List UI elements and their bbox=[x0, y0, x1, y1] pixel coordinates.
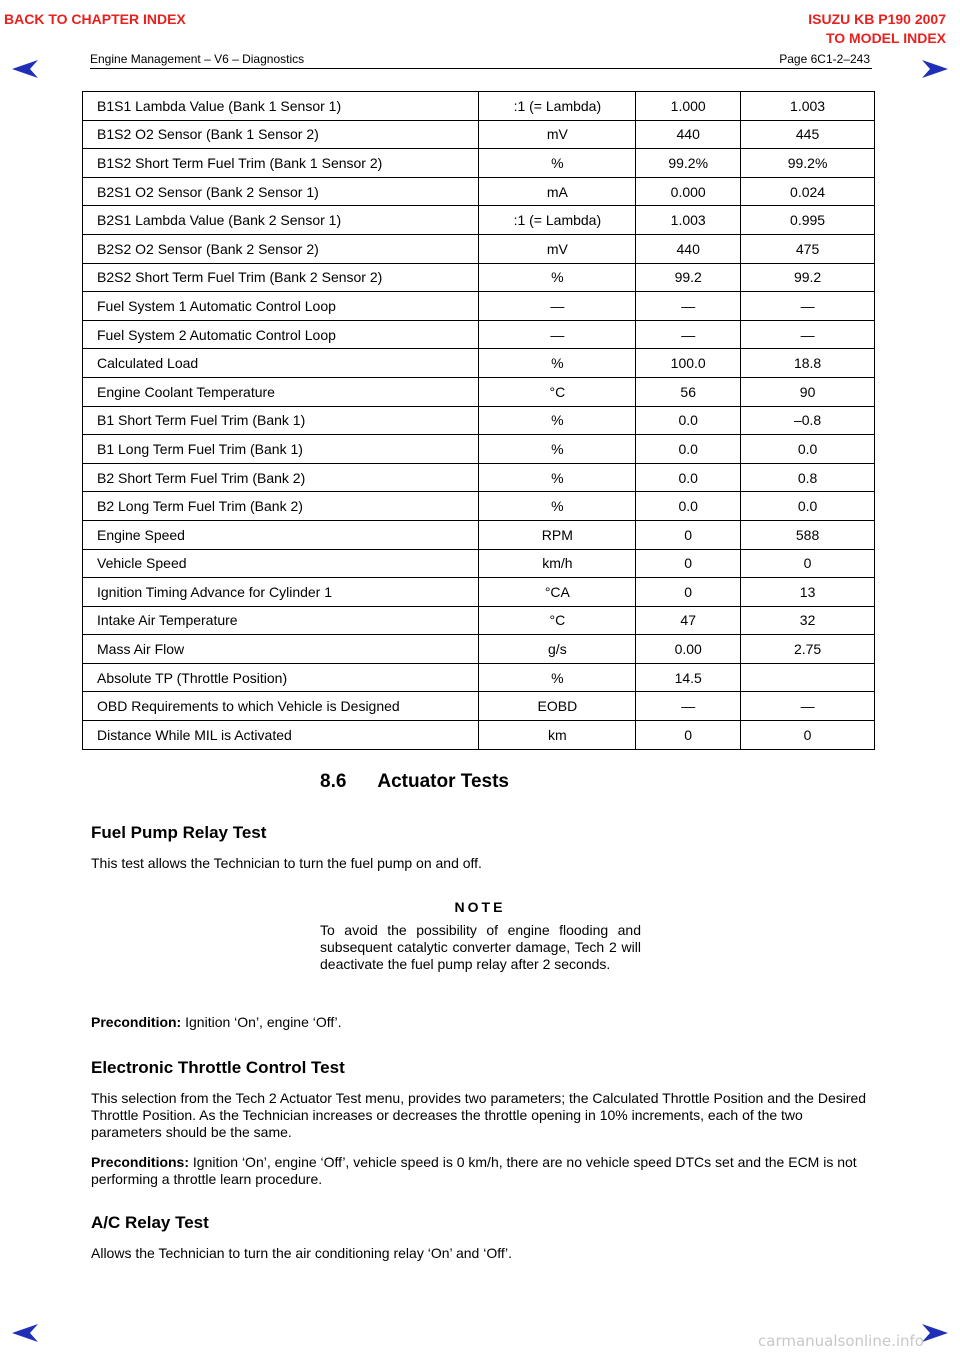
table-row bbox=[83, 120, 875, 149]
unit-cell: % bbox=[479, 349, 636, 378]
value-2-cell: 0 bbox=[741, 549, 875, 578]
preconditions-label: Preconditions: bbox=[91, 1154, 190, 1170]
unit-cell: km/h bbox=[479, 549, 636, 578]
value-1-cell: 0.0 bbox=[636, 435, 741, 464]
unit-cell: mV bbox=[479, 120, 636, 149]
back-to-chapter-index-link[interactable]: BACK TO CHAPTER INDEX bbox=[4, 11, 186, 27]
value-1-cell: 1.003 bbox=[636, 206, 741, 235]
parameter-name-cell: Absolute TP (Throttle Position) bbox=[83, 663, 479, 692]
next-page-bottom-arrow-icon[interactable] bbox=[920, 1322, 950, 1344]
value-1-cell: 56 bbox=[636, 377, 741, 406]
to-model-index-link[interactable]: TO MODEL INDEX bbox=[825, 30, 946, 46]
value-2-cell bbox=[741, 663, 875, 692]
table-row bbox=[83, 234, 875, 263]
unit-cell: :1 (= Lambda) bbox=[479, 206, 636, 235]
value-2-cell: 32 bbox=[741, 606, 875, 635]
unit-cell: °CA bbox=[479, 578, 636, 607]
table-row bbox=[83, 206, 875, 235]
parameter-name-cell: Intake Air Temperature bbox=[83, 606, 479, 635]
value-1-cell: 100.0 bbox=[636, 349, 741, 378]
unit-cell: g/s bbox=[479, 635, 636, 664]
table-row bbox=[83, 149, 875, 178]
note-text: To avoid the possibility of engine flooding and subsequent catalytic converter damage, Tech 2 will deactivate the fuel pump relay after 2 seconds. bbox=[320, 922, 641, 972]
etc-test-text: This selection from the Tech 2 Actuator Test menu, provides two parameters; the Calculated Throttle Position and the Desired Throttle Position. As the Technician increases or decreases the throttle opening in 10% increments, each of the two parameters should be the same. bbox=[91, 1090, 867, 1140]
document-title: Engine Management – V6 – Diagnostics bbox=[90, 52, 305, 66]
value-1-cell: 0.00 bbox=[636, 635, 741, 664]
parameter-name-cell: B1 Long Term Fuel Trim (Bank 1) bbox=[83, 435, 479, 464]
unit-cell: % bbox=[479, 263, 636, 292]
value-1-cell: 0.0 bbox=[636, 406, 741, 435]
table-row bbox=[83, 635, 875, 664]
unit-cell: mA bbox=[479, 177, 636, 206]
parameter-name-cell: B2 Long Term Fuel Trim (Bank 2) bbox=[83, 492, 479, 521]
value-2-cell: 1.003 bbox=[741, 92, 875, 121]
value-1-cell: 14.5 bbox=[636, 663, 741, 692]
value-2-cell: 99.2% bbox=[741, 149, 875, 178]
table-row bbox=[83, 292, 875, 321]
table-row bbox=[83, 492, 875, 521]
parameter-name-cell: Ignition Timing Advance for Cylinder 1 bbox=[83, 578, 479, 607]
table-row bbox=[83, 320, 875, 349]
unit-cell: % bbox=[479, 463, 636, 492]
unit-cell: km bbox=[479, 721, 636, 750]
unit-cell: RPM bbox=[479, 520, 636, 549]
unit-cell: EOBD bbox=[479, 692, 636, 721]
parameter-table bbox=[82, 91, 875, 750]
value-2-cell: 99.2 bbox=[741, 263, 875, 292]
table-row bbox=[83, 177, 875, 206]
page-number: Page 6C1-2–243 bbox=[779, 52, 870, 66]
fuel-pump-relay-test-heading: Fuel Pump Relay Test bbox=[91, 823, 267, 842]
parameter-name-cell: Engine Coolant Temperature bbox=[83, 377, 479, 406]
parameter-name-cell: Vehicle Speed bbox=[83, 549, 479, 578]
value-2-cell: 0 bbox=[741, 721, 875, 750]
unit-cell: °C bbox=[479, 606, 636, 635]
value-2-cell: 475 bbox=[741, 234, 875, 263]
value-1-cell: 1.000 bbox=[636, 92, 741, 121]
header-rule bbox=[90, 68, 872, 69]
value-1-cell: 0.0 bbox=[636, 463, 741, 492]
parameter-name-cell: B2S2 Short Term Fuel Trim (Bank 2 Sensor 2) bbox=[83, 263, 479, 292]
parameter-name-cell: Fuel System 2 Automatic Control Loop bbox=[83, 320, 479, 349]
table-row bbox=[83, 463, 875, 492]
parameter-name-cell: Fuel System 1 Automatic Control Loop bbox=[83, 292, 479, 321]
value-2-cell: 445 bbox=[741, 120, 875, 149]
value-1-cell: 99.2% bbox=[636, 149, 741, 178]
value-2-cell: — bbox=[741, 292, 875, 321]
unit-cell: °C bbox=[479, 377, 636, 406]
value-1-cell: 0.000 bbox=[636, 177, 741, 206]
table-row bbox=[83, 606, 875, 635]
parameter-name-cell: B2S2 O2 Sensor (Bank 2 Sensor 2) bbox=[83, 234, 479, 263]
table-row bbox=[83, 435, 875, 464]
previous-page-arrow-icon[interactable] bbox=[10, 58, 40, 80]
parameter-name-cell: OBD Requirements to which Vehicle is Designed bbox=[83, 692, 479, 721]
value-1-cell: 440 bbox=[636, 120, 741, 149]
parameter-name-cell: B1S1 Lambda Value (Bank 1 Sensor 1) bbox=[83, 92, 479, 121]
section-title: 8.6 Actuator Tests bbox=[320, 771, 509, 792]
unit-cell: % bbox=[479, 149, 636, 178]
ac-relay-test-heading: A/C Relay Test bbox=[91, 1213, 209, 1232]
value-1-cell: — bbox=[636, 320, 741, 349]
value-1-cell: 47 bbox=[636, 606, 741, 635]
value-2-cell: — bbox=[741, 320, 875, 349]
precondition-text: Ignition ‘On’, engine ‘Off’. bbox=[181, 1014, 342, 1030]
value-2-cell: 18.8 bbox=[741, 349, 875, 378]
value-1-cell: 0.0 bbox=[636, 492, 741, 521]
value-2-cell: 0.995 bbox=[741, 206, 875, 235]
parameter-name-cell: Engine Speed bbox=[83, 520, 479, 549]
value-2-cell: 90 bbox=[741, 377, 875, 406]
unit-cell: — bbox=[479, 320, 636, 349]
value-2-cell: –0.8 bbox=[741, 406, 875, 435]
value-1-cell: 0 bbox=[636, 520, 741, 549]
value-2-cell: — bbox=[741, 692, 875, 721]
precondition-label: Precondition: bbox=[91, 1014, 182, 1030]
value-1-cell: — bbox=[636, 292, 741, 321]
value-2-cell: 13 bbox=[741, 578, 875, 607]
value-2-cell: 0.0 bbox=[741, 492, 875, 521]
value-1-cell: 0 bbox=[636, 721, 741, 750]
preconditions-text: Ignition ‘On’, engine ‘Off’, vehicle speed is 0 km/h, there are no vehicle speed DTCs set and the ECM is not performing a throttle learn procedure. bbox=[91, 1154, 857, 1187]
etc-test-heading: Electronic Throttle Control Test bbox=[91, 1058, 345, 1077]
parameter-name-cell: B1S2 Short Term Fuel Trim (Bank 1 Sensor 2) bbox=[83, 149, 479, 178]
value-1-cell: 99.2 bbox=[636, 263, 741, 292]
table-row bbox=[83, 549, 875, 578]
unit-cell: :1 (= Lambda) bbox=[479, 92, 636, 121]
note-title: NOTE bbox=[454, 899, 506, 915]
value-2-cell: 0.8 bbox=[741, 463, 875, 492]
value-2-cell: 0.0 bbox=[741, 435, 875, 464]
fuel-pump-relay-test-text: This test allows the Technician to turn the fuel pump on and off. bbox=[91, 855, 482, 871]
table-row bbox=[83, 663, 875, 692]
ac-relay-test-text: Allows the Technician to turn the air conditioning relay ‘On’ and ‘Off’. bbox=[91, 1245, 513, 1261]
previous-page-bottom-arrow-icon[interactable] bbox=[10, 1322, 40, 1344]
watermark: carmanualsonline.info bbox=[758, 1332, 924, 1350]
table-row bbox=[83, 692, 875, 721]
next-page-arrow-icon[interactable] bbox=[920, 58, 950, 80]
value-1-cell: 440 bbox=[636, 234, 741, 263]
table-row bbox=[83, 721, 875, 750]
fuel-pump-precondition bbox=[91, 1014, 342, 1031]
etc-preconditions bbox=[91, 1154, 871, 1188]
parameter-name-cell: Calculated Load bbox=[83, 349, 479, 378]
parameter-name-cell: B1 Short Term Fuel Trim (Bank 1) bbox=[83, 406, 479, 435]
table-row bbox=[83, 377, 875, 406]
table-row bbox=[83, 92, 875, 121]
model-title-link[interactable]: ISUZU KB P190 2007 bbox=[808, 11, 946, 27]
table-row bbox=[83, 406, 875, 435]
parameter-name-cell: B2S1 O2 Sensor (Bank 2 Sensor 1) bbox=[83, 177, 479, 206]
parameter-name-cell: Mass Air Flow bbox=[83, 635, 479, 664]
table-row bbox=[83, 349, 875, 378]
parameter-name-cell: B1S2 O2 Sensor (Bank 1 Sensor 2) bbox=[83, 120, 479, 149]
parameter-name-cell: B2 Short Term Fuel Trim (Bank 2) bbox=[83, 463, 479, 492]
unit-cell: % bbox=[479, 663, 636, 692]
table-row bbox=[83, 578, 875, 607]
value-1-cell: — bbox=[636, 692, 741, 721]
unit-cell: mV bbox=[479, 234, 636, 263]
value-2-cell: 2.75 bbox=[741, 635, 875, 664]
unit-cell: % bbox=[479, 492, 636, 521]
value-2-cell: 588 bbox=[741, 520, 875, 549]
unit-cell: — bbox=[479, 292, 636, 321]
unit-cell: % bbox=[479, 435, 636, 464]
value-1-cell: 0 bbox=[636, 578, 741, 607]
table-row bbox=[83, 263, 875, 292]
value-1-cell: 0 bbox=[636, 549, 741, 578]
table-row bbox=[83, 520, 875, 549]
parameter-name-cell: B2S1 Lambda Value (Bank 2 Sensor 1) bbox=[83, 206, 479, 235]
value-2-cell: 0.024 bbox=[741, 177, 875, 206]
parameter-name-cell: Distance While MIL is Activated bbox=[83, 721, 479, 750]
unit-cell: % bbox=[479, 406, 636, 435]
